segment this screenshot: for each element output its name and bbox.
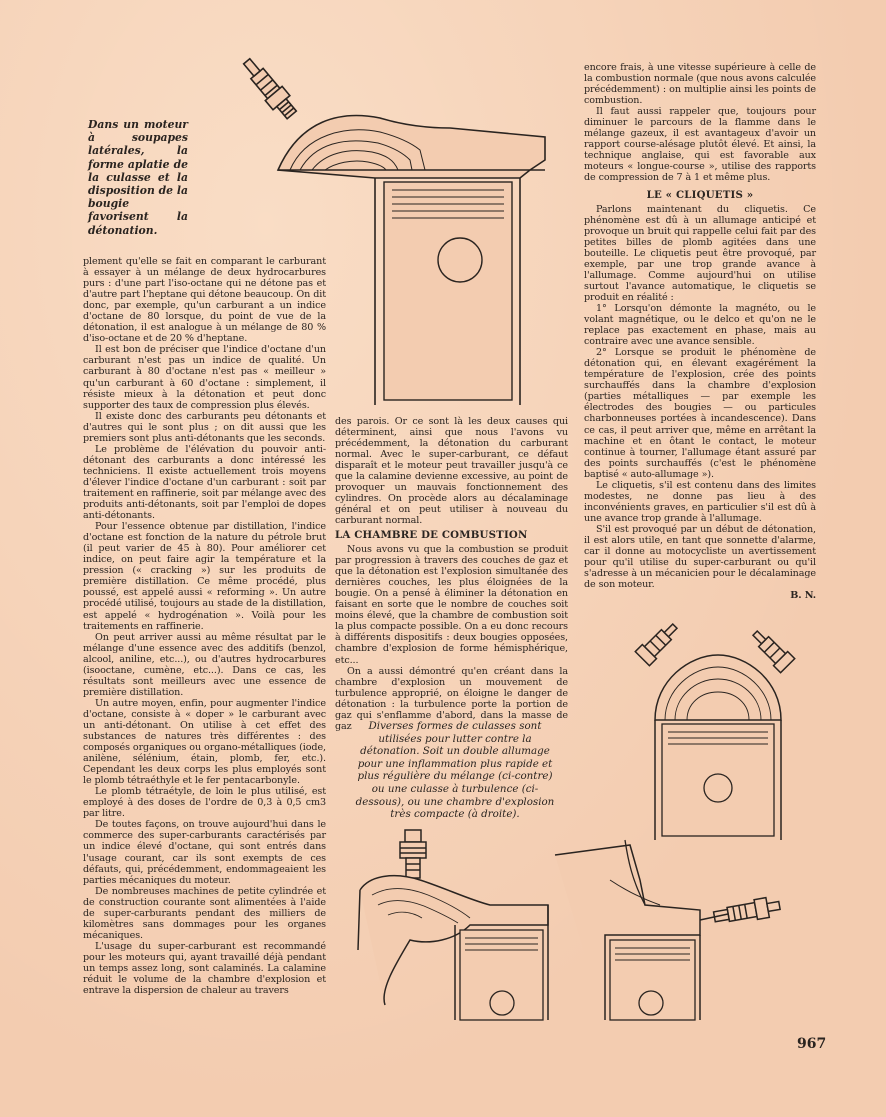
twin-plug-hemispherical-figure (635, 619, 794, 840)
article-column-1 (83, 256, 326, 996)
article-column-2 (335, 524, 568, 732)
turbulence-head-figure (358, 830, 548, 1020)
figure-caption-side-valve: Dans un moteur à soupapes latérales, la forme aplatie de la culasse et la disposition de la bougie favorisent la détonation. (88, 118, 188, 237)
paragraph: Il est bon de préciser que l'indice d'octane d'un carburant n'est pas un indice de qualité. Un carburant à 80 d'octane n'est pas « meilleur » qu'un carburant à 60 d'octane : simplement, il résiste mieux à la détonation et peut donc supporter des taux de compression plus élevés. (83, 344, 326, 411)
paragraph: Un autre moyen, enfin, pour augmenter l'indice d'octane, consiste à « doper » le carburant avec un anti-détonant. On utilise à cet effet des substances de natures très différentes : des composés organiques ou organo-métalliques (iode, anilène, sélénium, étain, plomb, fer, etc.). Cependant les deux corps les plus employés sont le plomb tétraéthyle et le fer pentacarbonyle. (83, 697, 326, 787)
figure-caption-cylinder-heads: Diverses formes de culasses sont utilisées pour lutter contre la détonation. Soit un double allumage pour une inflammation plus rapide et plus régulière du mélange (ci-contre) ou une culasse à turbulence (ci-dessous), ou une chambre d'explosion très compacte (à droite). (355, 720, 555, 821)
paragraph: encore frais, à une vitesse supérieure à celle de la combustion normale (que nous avons calculée précédemment) : on multiplie ainsi les points de combustion. (584, 62, 816, 107)
paragraph: Le cliquetis, s'il est contenu dans des limites modestes, ne donne pas lieu à des inconvénients graves, en particulier s'il est dû à une avance trop grande à l'allumage. (584, 479, 816, 524)
paragraph: S'il est provoqué par un début de détonation, il est alors utile, en tant que sonnette d'alarme, car il donne au motocycliste un avertissement pour qu'il utilise du super-carburant ou qu'il s'adresse à un mécanicien pour le décalaminage de son moteur. (584, 523, 816, 591)
paragraph: Il existe donc des carburants peu détonants et d'autres qui le sont plus ; on dit aussi que les premiers sont plus anti-détonants que les seconds. (83, 410, 326, 444)
paragraph: Le plomb tétraétyle, de loin le plus utilisé, est employé à des doses de l'ordre de 0,3 à 0,5 cm3 par litre. (83, 786, 326, 820)
paragraph: 1° Lorsqu'on démonte la magnéto, ou le volant magnétique, ou le delco et qu'on ne le replace pas exactement en phase, mais au contraire avec une avance sensible. (584, 302, 816, 348)
compact-chamber-figure (555, 840, 781, 1020)
paragraph: De toutes façons, on trouve aujourd'hui dans le commerce des super-carburants caractérisés par un indice élevé d'octane, qui sont entrés dans l'usage courant, car ils sont exempts de ces défauts, qui, précédemment, endommageaient les parties mécaniques du moteur. (83, 819, 326, 886)
paragraph: Il faut aussi rappeler que, toujours pour diminuer le parcours de la flamme dans le mélange gazeux, il est avantageux d'avoir un rapport course-alésage plutôt élevé. Et ainsi, la technique anglaise, qui est favorable aux moteurs « longue-course », utilise des rapports de compression de 7 à 1 et même plus. (584, 106, 816, 184)
paragraph: On a aussi démontré qu'en créant dans la chambre d'explosion un mouvement de turbulence approprié, on éloigne le danger de détonation : la turbulence porte la portion de gaz qui s'enflamme d'abord, dans la masse de gaz (335, 665, 568, 732)
paragraph: On peut arriver aussi au même résultat par le mélange d'une essence avec des additifs (benzol, alcool, aniline, etc...), ou d'autres hydrocarbures (isooctane, cumène, etc...). Dans ce cas, les résultats sont meilleurs avec une essence de première distillation. (83, 631, 326, 698)
paragraph: L'usage du super-carburant est recommandé pour les moteurs qui, ayant travaillé déjà pendant un temps assez long, sont calaminés. La calamine réduit le volume de la chambre d'explosion et entrave la dispersion de chaleur au travers (83, 940, 326, 997)
author-signature: B. N. (790, 590, 816, 602)
paragraph: De nombreuses machines de petite cylindrée et de construction courante sont alimentées à l'aide de super-carburants pendant des milliers de kilomètres sans dommages pour les organes mécaniques. (83, 885, 326, 941)
paragraph: 2° Lorsque se produit le phénomène de détonation qui, en élevant exagérément la température de l'explosion, crée des points surchauffés dans la chambre d'explosion (parties métalliques — par exemple les électrodes des bougies — ou particules charbonneuses portées à incandescence). Dans ce cas, il peut arriver que, même en arrêtant la machine et en ôtant le contact, le moteur continue à tourner, l'allumage étant assuré par des points surchauffés (c'est le phénomène baptisé « auto-allumage »). (584, 347, 816, 480)
paragraph: des parois. Or ce sont là les deux causes qui déterminent, ainsi que nous l'avons vu précédemment, la détonation du carburant normal. Avec le super-carburant, ce défaut disparaît et le moteur peut travailler jusqu'à ce que la calamine devienne excessive, au point de provoquer un mauvais fonctionnement des cylindres. On procède alors au décalaminage général et on peut utiliser à nouveau du carburant normal. (335, 416, 568, 527)
paragraph: Nous avons vu que la combustion se produit par progression à travers des couches de gaz et que la détonation est l'explosion simultanée des dernières couches, les plus éloignées de la bougie. On a pensé à éliminer la détonation en faisant en sorte que le nombre de couches soit moins élevé, que la chambre de combustion soit la plus compacte possible. On a eu donc recours à différents dispositifs : deux bougies opposées, chambre d'explosion de forme hémisphérique, etc... (335, 544, 568, 666)
paragraph: Le problème de l'élévation du pouvoir anti-détonant des carburants a donc intéressé les techniciens. Il existe actuellement trois moyens d'élever l'indice d'octane d'un carburant : soit par traitement en raffinerie, soit par mélange avec des produits anti-détonants, soit par l'emploi de dopes anti-détonants. (83, 443, 326, 522)
page-number: 967 (797, 1036, 827, 1052)
article-column-2-top (335, 416, 568, 526)
article-column-3 (584, 62, 816, 601)
section-heading-cliquetis: LE « CLIQUETIS » (646, 188, 754, 201)
paragraph: Parlons maintenant du cliquetis. Ce phénomène est dû à un allumage anticipé et provoque un bruit qui rappelle celui fait par des petites billes de plomb agitées dans une bouteille. Le cliquetis peut être provoqué, par exemple, par une trop grande avance à l'allumage. Comme aujourd'hui on utilise surtout l'avance automatique, le cliquetis se produit en réalité : (584, 203, 816, 303)
section-heading-chambre: LA CHAMBRE DE COMBUSTION (335, 529, 528, 541)
paragraph: plement qu'elle se fait en comparant le carburant à essayer à un mélange de deux hydrocarbures purs : d'une part l'iso-octane qui ne détone pas et d'autre part l'heptane qui détone beaucoup. On dit donc, par exemple, qu'un carburant a un indice d'octane de 80 lorsque, du point de vue de la détonation, il est analogue à un mélange de 80 % d'iso-octane et de 20 % d'heptane. (83, 256, 326, 345)
paragraph: Pour l'essence obtenue par distillation, l'indice d'octane est fonction de la nature du pétrole brut (il peut varier de 45 à 80). Pour améliorer cet indice, on peut faire agir la température et la pression (« cracking ») sur les produits de première distillation. Ce même procédé, plus poussé, est appelé aussi « reforming ». Un autre procédé utilisé, toujours au stade de la distillation, est appelé « hydrogénation ». Voilà pour les traitements en raffinerie. (83, 521, 326, 632)
